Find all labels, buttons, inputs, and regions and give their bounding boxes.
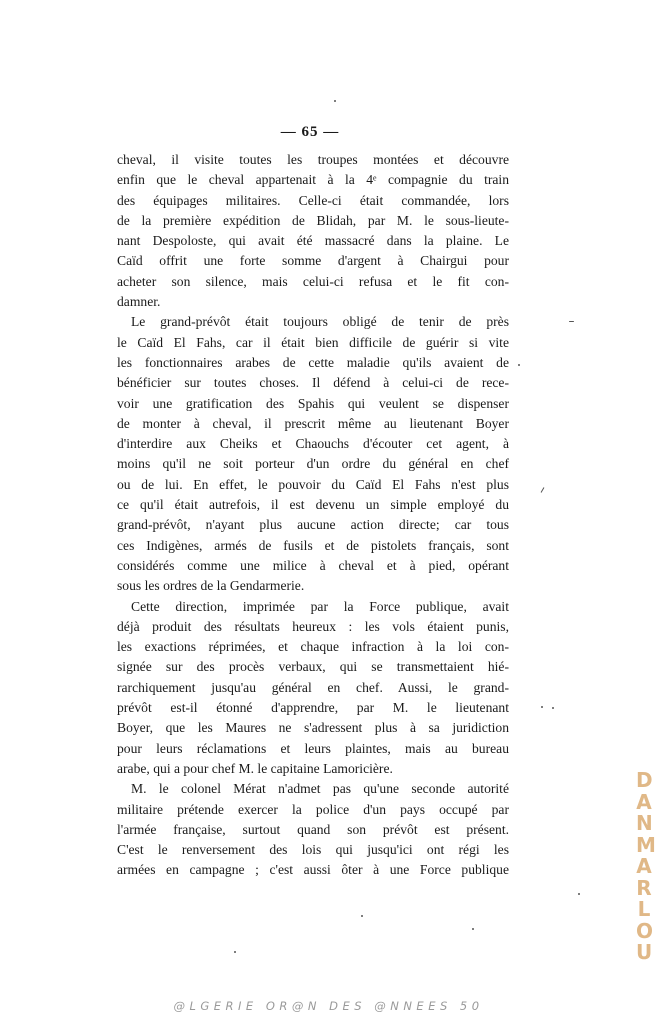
text-line: rarchiquement jusqu'au général en chef. Aussi, le grand-	[117, 679, 509, 695]
scan-speck	[541, 706, 543, 708]
text-line: voir une gratification des Spahis qui veulent se dispenser	[117, 395, 509, 411]
text-line: damner.	[117, 294, 161, 310]
scan-speck	[569, 321, 574, 322]
text-line: enfin que le cheval appartenait à la 4ᵉ compagnie du train	[117, 172, 509, 188]
text-line: C'est le renversement des lois qui jusqu'ici ont régi les	[117, 842, 509, 858]
scan-speck	[518, 364, 520, 366]
text-line: moins qu'il ne soit porteur d'un ordre du général en chef	[117, 456, 509, 472]
text-line: M. le colonel Mérat n'admet pas qu'une seconde autorité	[131, 781, 509, 797]
scan-speck	[361, 915, 363, 917]
text-line: sous les ordres de la Gendarmerie.	[117, 578, 305, 594]
text-line: pour leurs réclamations et leurs plaintes, mais au bureau	[117, 740, 509, 756]
text-line: grand-prévôt, n'ayant plus aucune action directe; car tous	[117, 517, 509, 533]
text-line: ces Indigènes, armés de fusils et de pistolets français, sont	[117, 537, 509, 553]
scan-speck	[234, 951, 236, 953]
footer-watermark: @LGERIE OR@N DES @NNEES 50	[173, 999, 484, 1013]
text-line: arabe, qui a pour chef M. le capitaine Lamoricière.	[117, 760, 393, 776]
scan-speck	[472, 928, 474, 930]
text-line: prévôt est-il étonné d'apprendre, par M. le lieutenant	[117, 700, 509, 716]
text-line: d'interdire aux Cheiks et Chaouchs d'écouter cet agent, à	[117, 436, 509, 452]
side-watermark: DANMARLOU	[636, 768, 656, 964]
text-line: signée sur des procès verbaux, qui se transmettaient hié-	[117, 659, 509, 675]
text-line: de monter à cheval, il prescrit même au lieutenant Boyer	[117, 415, 509, 431]
scan-speck	[578, 893, 580, 895]
scan-speck	[334, 100, 336, 102]
scan-speck	[552, 707, 554, 709]
text-line: bénéficier sur toutes choses. Il défend à celui-ci de rece-	[117, 375, 509, 391]
text-line: considérés comme une milice à cheval et à pied, opérant	[117, 557, 509, 573]
page-number: — 65 —	[280, 124, 340, 140]
scan-speck	[541, 487, 545, 493]
text-line: de la première expédition de Blidah, par M. le sous-lieute-	[117, 212, 509, 228]
text-line: nant Despoloste, qui avait été massacré dans la plaine. Le	[117, 233, 509, 249]
text-line: Caïd offrit une forte somme d'argent à Chairgui pour	[117, 253, 509, 269]
text-line: les fonctionnaires arabes de cette maladie qu'ils avaient de	[117, 354, 509, 370]
text-line: cheval, il visite toutes les troupes montées et découvre	[117, 152, 509, 167]
text-line: ce qu'il était autrefois, il est devenu un simple employé du	[117, 497, 509, 513]
text-line: des équipages militaires. Celle-ci était commandée, lors	[117, 192, 509, 208]
text-line: Boyer, que les Maures ne s'adressent plus à sa juridiction	[117, 720, 509, 736]
text-line: déjà produit des résultats heureux : les vols étaient punis,	[117, 618, 509, 634]
text-line: ou de lui. En effet, le pouvoir du Caïd El Fahs n'est plus	[117, 476, 509, 492]
text-line: militaire prétende exercer la police d'un pays occupé par	[117, 801, 509, 817]
text-line: l'armée française, surtout quand son prévôt est présent.	[117, 821, 509, 837]
text-body	[117, 150, 509, 881]
text-line: les exactions réprimées, et chaque infraction à la loi con-	[117, 639, 509, 655]
text-line: armées en campagne ; c'est aussi ôter à une Force publique	[117, 862, 509, 878]
text-line: acheter son silence, mais celui-ci refusa et le fit con-	[117, 273, 509, 289]
text-line: Le grand-prévôt était toujours obligé de tenir de près	[131, 314, 509, 330]
text-line: Cette direction, imprimée par la Force publique, avait	[131, 598, 509, 614]
text-line: le Caïd El Fahs, car il était bien difficile de guérir si vite	[117, 334, 509, 350]
